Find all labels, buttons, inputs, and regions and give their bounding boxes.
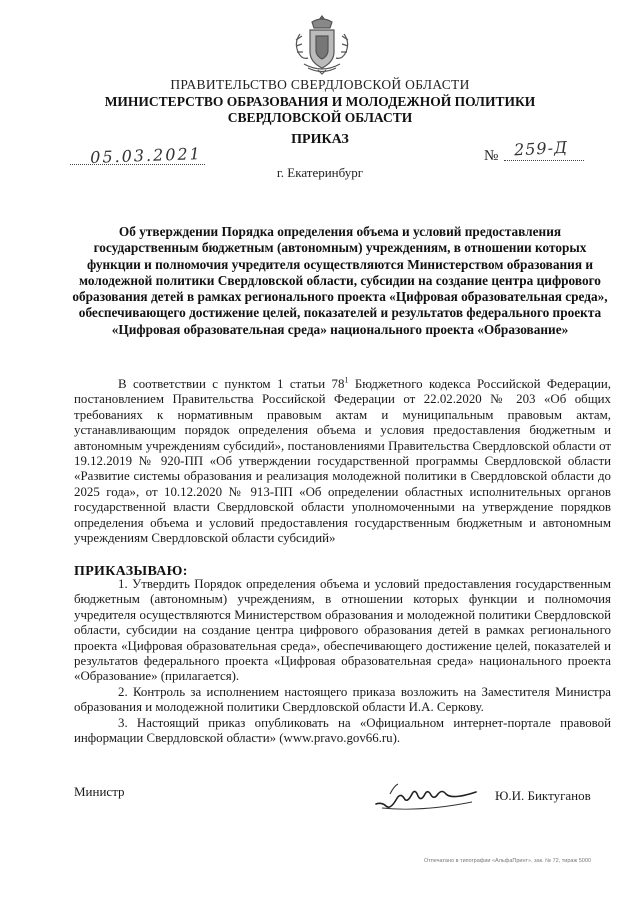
ministry-header-line1: МИНИСТЕРСТВО ОБРАЗОВАНИЯ И МОЛОДЕЖНОЙ ПОЛИТИКИ — [104, 94, 536, 109]
number-underline — [504, 160, 584, 161]
handwritten-signature-icon — [372, 780, 482, 814]
preamble-paragraph — [74, 377, 611, 546]
order-word: ПРИКАЗЫВАЮ: — [74, 564, 188, 579]
ministry-header — [0, 94, 640, 126]
ministry-header-line2: СВЕРДЛОВСКОЙ ОБЛАСТИ — [227, 110, 413, 125]
document-type: ПРИКАЗ — [291, 132, 349, 147]
document-city: г. Екатеринбург — [276, 165, 364, 180]
coat-of-arms-icon — [292, 14, 352, 76]
government-header: ПРАВИТЕЛЬСТВО СВЕРДЛОВСКОЙ ОБЛАСТИ — [170, 77, 470, 92]
signer-title: Министр — [74, 784, 125, 799]
order-item-1: 1. Утвердить Порядок определения объема и условий предоставления государственным бюджетным (автономным) учреждениям, в отношении которых функции и полномочия учредителя осуществляются Министерством образования и молодежной политики Свердловской области, субсидии на создание центра цифрового образования детей в рамках регионального проекта «Цифровая образовательная среда», обеспечивающего достижение целей, показателей и результатов федерального проекта «Цифровая образовательная среда» национального проекта «Образование» (прилагается). — [74, 577, 611, 684]
signer-name: Ю.И. Биктуганов — [495, 788, 591, 803]
preamble-part1: В соответствии с пунктом 1 статьи 78 — [118, 377, 345, 391]
article-superscript: 1 — [344, 375, 349, 385]
order-item-2: 2. Контроль за исполнением настоящего приказа возложить на Заместителя Министра образования и молодежной политики Свердловской области И.А. Серкову. — [74, 684, 611, 715]
document-date: 05.03.2021 — [89, 144, 203, 167]
document-number: 259-Д — [513, 137, 569, 160]
document-title: Об утверждении Порядка определения объема и условий предоставления государственным бюджетным (автономным) учреждениям, в отношении которых функции и полномочия учредителя осуществляются Министерством образования и молодежной политики Свердловской области, субсидии на создание центра цифрового образования детей в рамках регионального проекта «Цифровая образовательная среда», обеспечивающего достижение целей, показателей и результатов федерального проекта «Цифровая образовательная среда» национального проекта «Образование» — [72, 224, 608, 337]
order-item-3: 3. Настоящий приказ опубликовать на «Официальном интернет-портале правовой информации Свердловской области» (www.pravo.gov66.ru). — [74, 715, 611, 746]
order-items — [74, 577, 611, 746]
preamble-part2: Бюджетного кодекса Российской Федерации, постановлением Правительства Российской Федерации от 22.02.2020 № 203 «Об общих требованиях к нормативным правовым актам и муниципальным правовым актам, устанавливающим порядок определения объема и условия предоставления бюджетным и автономным учреждениям субсидий», постановлениями Правительства Свердловской области от 19.12.2019 № 920-ПП «Об утверждении государственной программы Свердловской области «Развитие системы образования и реализация молодежной политики в Свердловской области до 2025 года», от 10.12.2020 № 913-ПП «Об определении областных исполнительных органов государственной власти Свердловской области уполномоченными на утверждение порядков определения объема и условий предоставления государственным бюджетным и автономным учреждениям Свердловской области субсидий» — [74, 377, 611, 546]
number-sign: № — [484, 148, 499, 164]
preamble — [74, 377, 611, 546]
printer-note: Отпечатано в типографии «АльфаПринт», зак. № 72, тираж 5000 — [424, 858, 591, 864]
